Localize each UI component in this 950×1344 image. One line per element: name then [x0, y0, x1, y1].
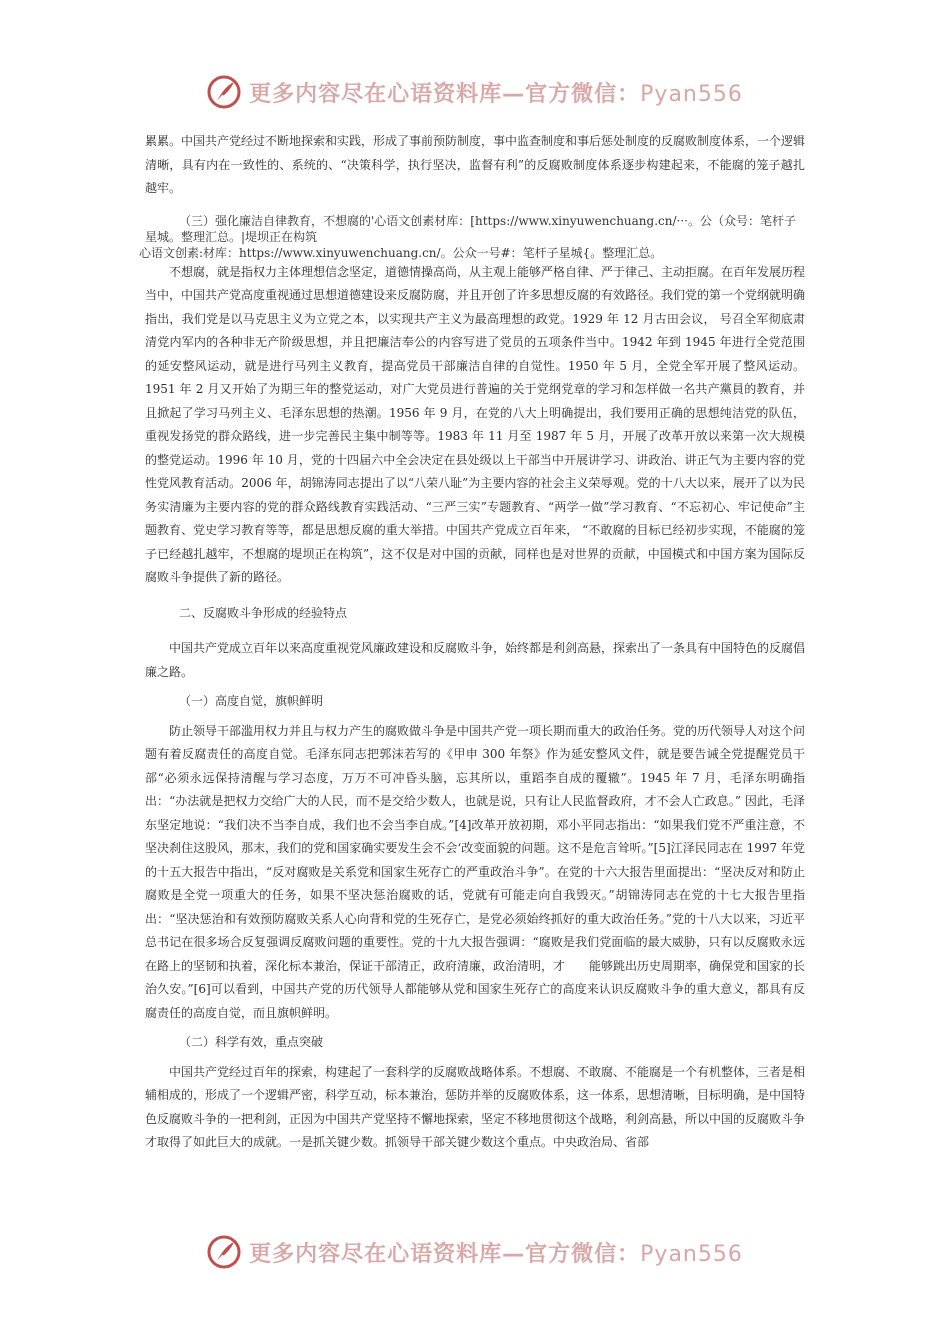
- banner-text: 更多内容尽在心语资料库—官方微信：Pyan556: [249, 81, 743, 107]
- sub1-heading: （一）高度自觉，旗帜鲜明: [179, 694, 324, 708]
- header-watermark-banner: [0, 72, 950, 112]
- wechat-id: Pyan556: [640, 81, 743, 107]
- sub2-heading: （二）科学有效，重点突破: [179, 1035, 324, 1049]
- section3-paragraph: 不想腐，就是指权力主体理想信念坚定，道德情操高尚，从主观上能够严格自律、严于律己、主动拒腐。在百年发展历程当中，中国共产党高度重视通过思想道德建设来反腐防腐，并且开创了许多思想反腐的有效路径。我们党的第一个党纲就明确指出，我们党是以马克思主义为立党之本，以实现共产主义为最高理想的政党。1929 年 12 月古田会议， 号召全军彻底肃清党内军内的各种非无产阶级思想，并且把廉洁奉公的内容写进了党员的五项条件当中。1942 年到 1945 年进行全党范围的延安整风运动，就是进行马列主义教育，提高党员干部廉洁自律的自觉性。1950 年 5 月，全党全军开展了整风运动。1951 年 2 月又开始了为期三年的整党运动，对广大党员进行普遍的关于党纲党章的学习和怎样做一名共产黨員的教育，并且掀起了学习马列主义、毛泽东思想的热潮。1956 年 9 月，在党的八大上明确提出，我们要用正确的思想纯洁党的队伍，重视发扬党的群众路线，进一步完善民主集中制等等。1983 年 11 月至 1987 年 5 月，开展了改革开放以来第一次大规模的整党运动。1996 年 10 月，党的十四届六中全会决定在县处级以上干部当中开展讲学习、讲政治、讲正气为主要内容的党性党风教育活动。2006 年，胡锦涛同志提出了以“八荣八耻”为主要内容的社会主义荣辱观。党的十八大以来，展开了以为民务实清廉为主要内容的党的群众路线教育实践活动、“三严三实”专题教育、“两学一做”学习教育、“不忘初心、牢记使命”主题教育、党史学习教育等等，都是思想反腐的重大举措。中国共产党成立百年来， “不敢腐的目标已经初步实现，不能腐的笼子已经越扎越牢，不想腐的堤坝正在构筑”，这不仅是对中国的贡献，同样也是对世界的贡献，中国模式和中国方案为国际反腐败斗争提供了新的路径。: [145, 264, 806, 584]
- banner-text: 更多内容尽在心语资料库—官方微信：Pyan556: [249, 1241, 743, 1267]
- wechat-id: Pyan556: [640, 1241, 743, 1267]
- intro-paragraph: 累累。中国共产党经过不断地探索和实践，形成了事前预防制度，事中监查制度和事后惩处制度的反腐败制度体系，一个逻辑清晰，具有内在一致性的、系统的、“决策科学，执行坚决，监督有利”的反腐败制度体系逐步构建起来，不能腐的笼子越扎越牢。: [145, 134, 806, 195]
- part2-heading: 二、反腐败斗争形成的经验特点: [179, 605, 348, 620]
- part2-intro-paragraph: 中国共产党成立百年以来高度重视党风廉政建设和反腐败斗争，始终都是利剑高悬，探索出了一条具有中国特色的反腐倡廉之路。: [145, 641, 806, 679]
- footer-watermark-banner: [0, 1232, 950, 1272]
- watermark-line: 心语文创素:材库：https://www.xinyuwenchuang.cn/。公众一号#：笔杆子星城{。整理汇总。: [139, 245, 663, 260]
- quill-logo-icon: [207, 1235, 241, 1269]
- document-body: [139, 130, 806, 1155]
- sub2-paragraph: 中国共产党经过百年的探索，构建起了一套科学的反腐败战略体系。不想腐、不敢腐、不能腐是一个有机整体，三者是相辅相成的，形成了一个逻辑严密，科学互动，标本兼治，惩防并举的反腐败体系，这一体系，思想清晰，目标明确，是中国特色反腐败斗争的一把利剑，正因为中国共产党坚持不懈地探索，坚定不移地贯彻这个战略，利剑高悬，所以中国的反腐败斗争才取得了如此巨大的成就。一是抓关键少数。抓领导干部关键少数这个重点。中央政治局、省部: [145, 1064, 806, 1149]
- quill-logo-icon: [207, 75, 241, 109]
- sub1-paragraph: 防止领导干部滥用权力并且与权力产生的腐败做斗争是中国共产党一项长期而重大的政治任务。党的历代领导人对这个问题有着反腐责任的高度自觉。毛泽东同志把郭沫若写的《甲申 300 年祭》作为延安整风文件，就是要告诫全党提醒党员干部“必须永远保持清醒与学习态度，万万不可冲昏头脑，忘其所以，重蹈李自成的覆辙”。1945 年 7 月，毛泽东明确指出：“办法就是把权力交给广大的人民，而不是交给少数人，也就是说，只有让人民监督政府，才不会人亡政息。” 因此，毛泽东坚定地说：“我们决不当李自成，我们也不会当李自成。”[4]改革开放初期，邓小平同志指出：“如果我们党不严重注意，不坚决刹住这股风，那末，我们的党和国家确实要发生会不会‘改变面貌的问题。这不是危言耸听。”[5]江泽民同志在 1997 年党的十五大报告中指出，“反对腐败是关系党和国家生死存亡的严重政治斗争”。在党的十六大报告里面提出：“坚决反对和防止腐败是全党一项重大的任务，如果不坚决惩治腐败的话，党就有可能走向自我毁灭。”胡锦涛同志在党的十七大报告里指出：“坚决惩治和有效预防腐败关系人心向背和党的生死存亡，是党必须始终抓好的重大政治任务。”党的十八大以来，习近平总书记在很多场合反复强调反腐败问题的重要性。党的十九大报告强调：“腐败是我们党面临的最大威胁，只有以反腐败永远在路上的坚韧和执着，深化标本兼治，保证干部清正，政府清廉，政治清明，才 能够跳出历史周期率，确保党和国家的长治久安。”[6]可以看到，中国共产党的历代领导人都能够从党和国家生死存亡的高度来认识反腐败斗争的重大意义，都具有反腐责任的高度自觉，而且旗帜鲜明。: [145, 723, 806, 1020]
- section3-heading: （三）强化廉洁自律教育，不想腐的'心语文创素材库：[https://www.xinyuwenchuang.cn/···。公（众号：笔杆子星城。整理汇总。|堤坝正在构筑: [145, 213, 796, 244]
